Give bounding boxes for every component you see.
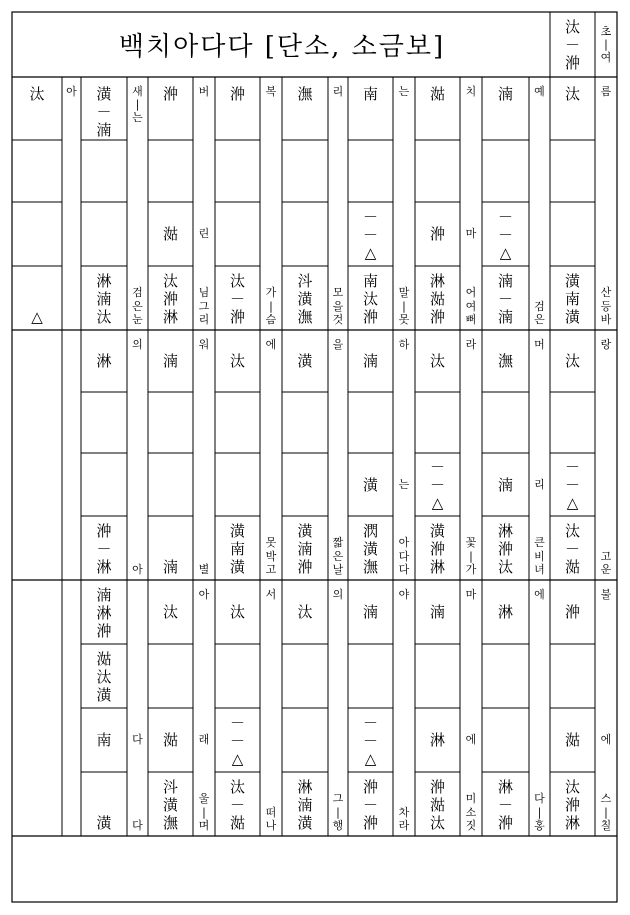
glyph: 㳞 xyxy=(564,603,580,621)
glyph: 다 xyxy=(132,818,143,832)
glyph: 의 xyxy=(332,588,344,601)
glyph: － xyxy=(362,208,378,226)
glyph: 汰 xyxy=(497,558,513,576)
glyph: 淋 xyxy=(564,814,580,832)
glyph: 潕 xyxy=(497,352,513,370)
glyph: | xyxy=(135,98,140,112)
glyph: 㴌 xyxy=(162,731,178,749)
glyph: 는 xyxy=(398,477,410,491)
glyph: 아 xyxy=(198,588,210,601)
glyph: 潢 xyxy=(297,814,313,832)
glyph: 린 xyxy=(198,227,210,241)
glyph: 湳 xyxy=(96,586,112,604)
glyph: 꽃 xyxy=(465,536,477,550)
glyph: 㳞 xyxy=(362,308,378,326)
glyph: 㳞 xyxy=(162,85,178,103)
glyph: 다 xyxy=(534,792,545,806)
glyph: | xyxy=(469,549,473,563)
glyph: 汰 xyxy=(429,814,445,832)
glyph: 랑 xyxy=(600,338,612,351)
glyph: 淋 xyxy=(497,603,513,621)
glyph: 은 xyxy=(132,299,143,313)
glyph: 어 xyxy=(465,286,477,300)
glyph: 㳞 xyxy=(429,308,445,326)
glyph: 새 xyxy=(132,85,143,98)
glyph: 별 xyxy=(198,562,210,576)
glyph: 㴌 xyxy=(564,558,580,576)
glyph: | xyxy=(604,805,608,819)
glyph: 바 xyxy=(600,312,612,326)
glyph: 潢 xyxy=(229,558,245,576)
glyph: 짓 xyxy=(465,818,477,832)
glyph: 검 xyxy=(132,286,143,300)
glyph: － xyxy=(362,796,378,814)
glyph: 㳞 xyxy=(297,558,313,576)
glyph: 칠 xyxy=(600,818,612,832)
glyph: 湳 xyxy=(297,796,313,814)
glyph: 복 xyxy=(265,85,277,98)
glyph: △ xyxy=(31,308,43,326)
glyph: 아 xyxy=(66,85,77,98)
glyph: 미 xyxy=(465,792,477,806)
glyph: 南 xyxy=(229,540,245,558)
glyph: 汰 xyxy=(297,603,313,621)
glyph: 다 xyxy=(132,733,143,747)
glyph: 南 xyxy=(564,290,580,308)
glyph: 汰 xyxy=(229,603,245,621)
glyph: 머 xyxy=(534,338,545,351)
glyph: 湳 xyxy=(497,475,513,494)
glyph: 㳞 xyxy=(564,796,580,814)
glyph: △ xyxy=(566,494,579,512)
glyph: 汰 xyxy=(162,272,178,290)
glyph: 마 xyxy=(465,588,477,601)
glyph: － xyxy=(362,226,378,244)
glyph: 湳 xyxy=(362,603,378,621)
glyph: 汰 xyxy=(96,308,112,326)
glyph: 淋 xyxy=(497,522,513,540)
glyph: | xyxy=(537,805,542,819)
glyph: 가 xyxy=(465,562,477,576)
glyph: 㳞 xyxy=(429,540,445,558)
glyph: 潢 xyxy=(362,475,378,494)
glyph: | xyxy=(269,299,273,313)
glyph: 汰 xyxy=(29,85,45,103)
glyph: 㳞 xyxy=(362,778,378,796)
glyph: 하 xyxy=(398,338,410,351)
glyph: 汰 xyxy=(564,778,580,796)
glyph: △ xyxy=(499,244,512,262)
glyph: 워 xyxy=(198,338,210,351)
glyph: 름 xyxy=(600,85,612,98)
glyph: － xyxy=(229,796,245,814)
glyph: 潢 xyxy=(297,522,313,540)
glyph: 녀 xyxy=(534,562,545,576)
glyph: 潢 xyxy=(429,522,445,540)
glyph: 湳 xyxy=(497,308,513,326)
glyph: 리 xyxy=(534,477,545,491)
glyph: 홍 xyxy=(534,818,545,832)
glyph: 汰 xyxy=(564,352,580,370)
glyph: 을 xyxy=(332,338,344,351)
glyph: 潢 xyxy=(564,272,580,290)
glyph: 㳞 xyxy=(362,814,378,832)
glyph: － xyxy=(96,540,112,558)
glyph: 모 xyxy=(332,286,344,300)
glyph: － xyxy=(564,476,580,494)
glyph: 스 xyxy=(600,792,612,806)
glyph: 그 xyxy=(198,299,210,313)
glyph: 소 xyxy=(465,805,477,819)
glyph: 마 xyxy=(465,227,477,241)
glyph: 汰 xyxy=(429,352,445,370)
glyph: 㴌 xyxy=(162,225,178,243)
glyph: 나 xyxy=(265,818,277,832)
glyph: 潢 xyxy=(297,290,313,308)
glyph: | xyxy=(604,37,608,51)
glyph: 울 xyxy=(198,792,210,806)
glyph: 㴌 xyxy=(429,85,445,103)
glyph: 에 xyxy=(534,588,545,601)
glyph: － xyxy=(497,290,513,308)
glyph: 아 xyxy=(132,562,143,576)
glyph: 버 xyxy=(198,85,210,98)
glyph: 래 xyxy=(198,733,210,747)
glyph: － xyxy=(229,714,245,732)
glyph: 떠 xyxy=(265,805,277,819)
glyph: 㳞 xyxy=(229,308,245,326)
glyph: 못 xyxy=(265,536,277,550)
glyph: 여 xyxy=(600,51,612,65)
glyph: 치 xyxy=(465,85,477,98)
glyph: 湳 xyxy=(497,272,513,290)
glyph: － xyxy=(564,35,580,54)
glyph: 는 xyxy=(398,85,410,98)
glyph: － xyxy=(362,732,378,750)
glyph: 潕 xyxy=(297,85,313,103)
glyph: 서 xyxy=(265,588,277,601)
glyph: 淋 xyxy=(429,272,445,290)
glyph: △ xyxy=(231,750,244,768)
glyph: 는 xyxy=(132,111,143,125)
glyph: 汰 xyxy=(229,778,245,796)
glyph: 행 xyxy=(332,818,344,832)
glyph: 湳 xyxy=(362,352,378,370)
glyph: △ xyxy=(364,750,377,768)
glyph: 淋 xyxy=(497,778,513,796)
glyph: 불 xyxy=(600,588,612,601)
glyph: 날 xyxy=(332,562,344,576)
glyph: － xyxy=(96,103,112,121)
glyph: 潕 xyxy=(297,308,313,326)
glyph: － xyxy=(497,796,513,814)
glyph: 다 xyxy=(398,549,410,563)
glyph: 汰 xyxy=(229,352,245,370)
glyph: 湳 xyxy=(297,540,313,558)
glyph: 南 xyxy=(96,731,112,749)
glyph: － xyxy=(564,458,580,476)
glyph: 라 xyxy=(465,338,477,351)
glyph: 초 xyxy=(600,24,612,38)
glyph: 야 xyxy=(398,588,410,601)
glyph: 㴌 xyxy=(96,650,112,668)
glyph: 라 xyxy=(398,818,410,832)
glyph: 汰 xyxy=(229,272,245,290)
glyph: 潢 xyxy=(297,352,313,370)
glyph: 㳞 xyxy=(429,778,445,796)
glyph: － xyxy=(362,714,378,732)
glyph: 湳 xyxy=(96,121,112,139)
glyph: 潢 xyxy=(96,85,112,103)
glyph: － xyxy=(564,540,580,558)
glyph: 등 xyxy=(600,299,612,313)
glyph: 潢 xyxy=(96,814,112,832)
glyph: 淋 xyxy=(162,308,178,326)
glyph: 짧 xyxy=(332,536,344,550)
glyph: 淋 xyxy=(297,778,313,796)
glyph: 㴸 xyxy=(362,522,378,540)
glyph: 검 xyxy=(534,299,545,313)
glyph: 淋 xyxy=(429,558,445,576)
glyph: 汰 xyxy=(564,17,580,36)
glyph: 㴌 xyxy=(229,814,245,832)
glyph: 㴌 xyxy=(429,290,445,308)
glyph: 리 xyxy=(198,312,210,326)
glyph: 潕 xyxy=(162,814,178,832)
glyph: 湳 xyxy=(497,85,513,103)
glyph: | xyxy=(336,805,340,819)
glyph: 潕 xyxy=(362,558,378,576)
glyph: △ xyxy=(431,494,444,512)
glyph: 눈 xyxy=(132,312,143,326)
glyph: 은 xyxy=(534,312,545,326)
glyph: | xyxy=(402,299,406,313)
glyph: 슴 xyxy=(265,312,277,326)
glyph: 리 xyxy=(332,85,344,98)
glyph: 南 xyxy=(362,85,378,103)
glyph: 潢 xyxy=(362,540,378,558)
glyph: － xyxy=(229,732,245,750)
glyph: － xyxy=(429,476,445,494)
glyph: 가 xyxy=(265,286,277,300)
glyph: 汰 xyxy=(362,290,378,308)
glyph: 의 xyxy=(132,338,143,351)
glyph: 㳞 xyxy=(229,85,245,103)
glyph: 㳞 xyxy=(96,522,112,540)
glyph: 에 xyxy=(265,338,277,351)
glyph: 㳆 xyxy=(162,778,178,796)
page-title: 백치아다다 [단소, 소금보] xyxy=(118,31,446,62)
glyph: 㳞 xyxy=(96,622,112,640)
glyph: 㳞 xyxy=(162,290,178,308)
glyph: 뻐 xyxy=(465,312,477,326)
glyph: 潢 xyxy=(96,686,112,704)
glyph: 운 xyxy=(600,562,612,576)
glyph: 潢 xyxy=(229,522,245,540)
glyph: | xyxy=(202,805,206,819)
glyph: 汰 xyxy=(162,603,178,621)
glyph: 에 xyxy=(600,733,612,747)
glyph: 湳 xyxy=(96,290,112,308)
glyph: 예 xyxy=(534,85,545,98)
glyph: 고 xyxy=(265,562,277,576)
glyph: 㳞 xyxy=(497,814,513,832)
glyph: － xyxy=(229,290,245,308)
glyph: 潢 xyxy=(564,308,580,326)
glyph: 을 xyxy=(332,299,344,313)
glyph: 것 xyxy=(332,312,344,326)
glyph: 㳞 xyxy=(564,53,580,72)
glyph: 그 xyxy=(332,792,344,806)
glyph: 차 xyxy=(398,805,410,819)
glyph: 淋 xyxy=(96,558,112,576)
glyph: － xyxy=(497,208,513,226)
glyph: － xyxy=(429,458,445,476)
glyph: △ xyxy=(364,244,377,262)
glyph: 못 xyxy=(398,312,410,326)
glyph: 산 xyxy=(600,286,612,300)
glyph: 潢 xyxy=(162,796,178,814)
glyph: 에 xyxy=(465,733,477,747)
glyph: 湳 xyxy=(162,558,178,576)
glyph: 㳆 xyxy=(297,272,313,290)
glyph: 며 xyxy=(198,818,210,832)
glyph: 말 xyxy=(398,286,410,300)
glyph: 비 xyxy=(534,549,545,563)
glyph: 淋 xyxy=(96,352,112,370)
glyph: 큰 xyxy=(534,536,545,550)
glyph: 汰 xyxy=(564,85,580,103)
glyph: 㴌 xyxy=(564,731,580,749)
glyph: 淋 xyxy=(96,604,112,622)
glyph: 淋 xyxy=(96,272,112,290)
glyph: 님 xyxy=(198,286,210,300)
glyph: 여 xyxy=(465,299,477,313)
glyph: 南 xyxy=(362,272,378,290)
glyph: 淋 xyxy=(429,731,445,749)
glyph: 汰 xyxy=(96,668,112,686)
glyph: 㳞 xyxy=(497,540,513,558)
glyph: 汰 xyxy=(564,522,580,540)
glyph: 은 xyxy=(332,549,344,563)
glyph: － xyxy=(497,226,513,244)
glyph: 아 xyxy=(398,536,410,550)
glyph: 박 xyxy=(265,549,277,563)
glyph: 㳞 xyxy=(429,225,445,243)
glyph: 㴌 xyxy=(429,796,445,814)
glyph: 湳 xyxy=(162,352,178,370)
glyph: 다 xyxy=(398,562,410,576)
glyph: 고 xyxy=(600,549,612,563)
glyph: 湳 xyxy=(429,603,445,621)
